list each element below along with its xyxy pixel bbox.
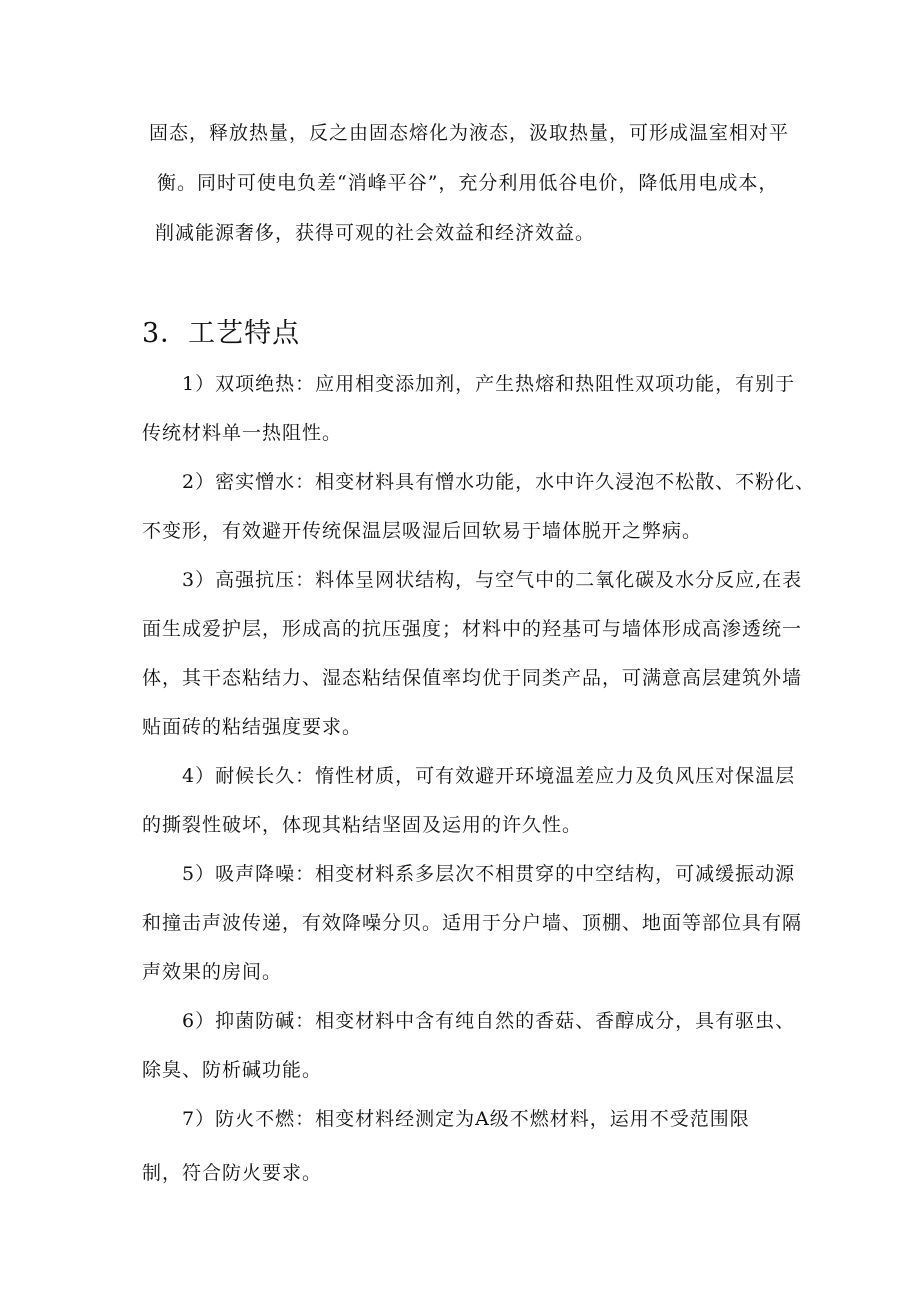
feature-line: 3）高强抗压：料体呈网状结构，与空气中的二氧化碳及水分反应,在表	[182, 569, 803, 591]
feature-line: 1）双项绝热：应用相变添加剂，产生热熔和热阻性双项功能，有别于	[182, 373, 796, 395]
feature-line: 体，其干态粘结力、湿态粘结保值率均优于同类产品，可满意高层建筑外墙	[142, 667, 803, 689]
feature-line: 的撕裂性破坏，体现其粘结坚固及运用的许久性。	[142, 814, 583, 836]
feature-line: 6）抑菌防碱：相变材料中含有纯自然的香菇、香醇成分，具有驱虫、	[182, 1010, 796, 1032]
intro-line: 衡。同时可使电负差“消峰平谷”，充分利用低谷电价，降低用电成本，	[157, 172, 779, 194]
intro-line: 削减能源奢侈，获得可观的社会效益和经济效益。	[155, 222, 596, 244]
feature-line: 制，符合防火要求。	[142, 1162, 323, 1184]
feature-line: 2）密实憎水：相变材料具有憎水功能，水中许久浸泡不松散、不粉化、	[182, 471, 816, 493]
feature-line: 5）吸声降噪：相变材料系多层次不相贯穿的中空结构，可减缓振动源	[182, 863, 796, 885]
section-heading: 3．工艺特点	[142, 318, 301, 349]
feature-line: 不变形，有效避开传统保温层吸湿后回软易于墙体脱开之弊病。	[142, 520, 703, 542]
feature-line: 传统材料单一热阻性。	[142, 422, 343, 444]
feature-line: 7）防火不燃：相变材料经测定为A级不燃材料，运用不受范围限	[182, 1108, 750, 1130]
intro-line: 固态，释放热量，反之由固态熔化为液态，汲取热量，可形成温室相对平	[149, 122, 790, 144]
feature-line: 声效果的房间。	[142, 961, 283, 983]
feature-line: 除臭、防析碱功能。	[142, 1059, 323, 1081]
feature-line: 4）耐候长久：惰性材质，可有效避开环境温差应力及负风压对保温层	[182, 765, 796, 787]
feature-line: 和撞击声波传递，有效降噪分贝。适用于分户墙、顶棚、地面等部位具有隔	[142, 912, 803, 934]
feature-line: 贴面砖的粘结强度要求。	[142, 716, 363, 738]
feature-line: 面生成爱护层，形成高的抗压强度；材料中的羟基可与墙体形成高渗透统一	[142, 618, 803, 640]
